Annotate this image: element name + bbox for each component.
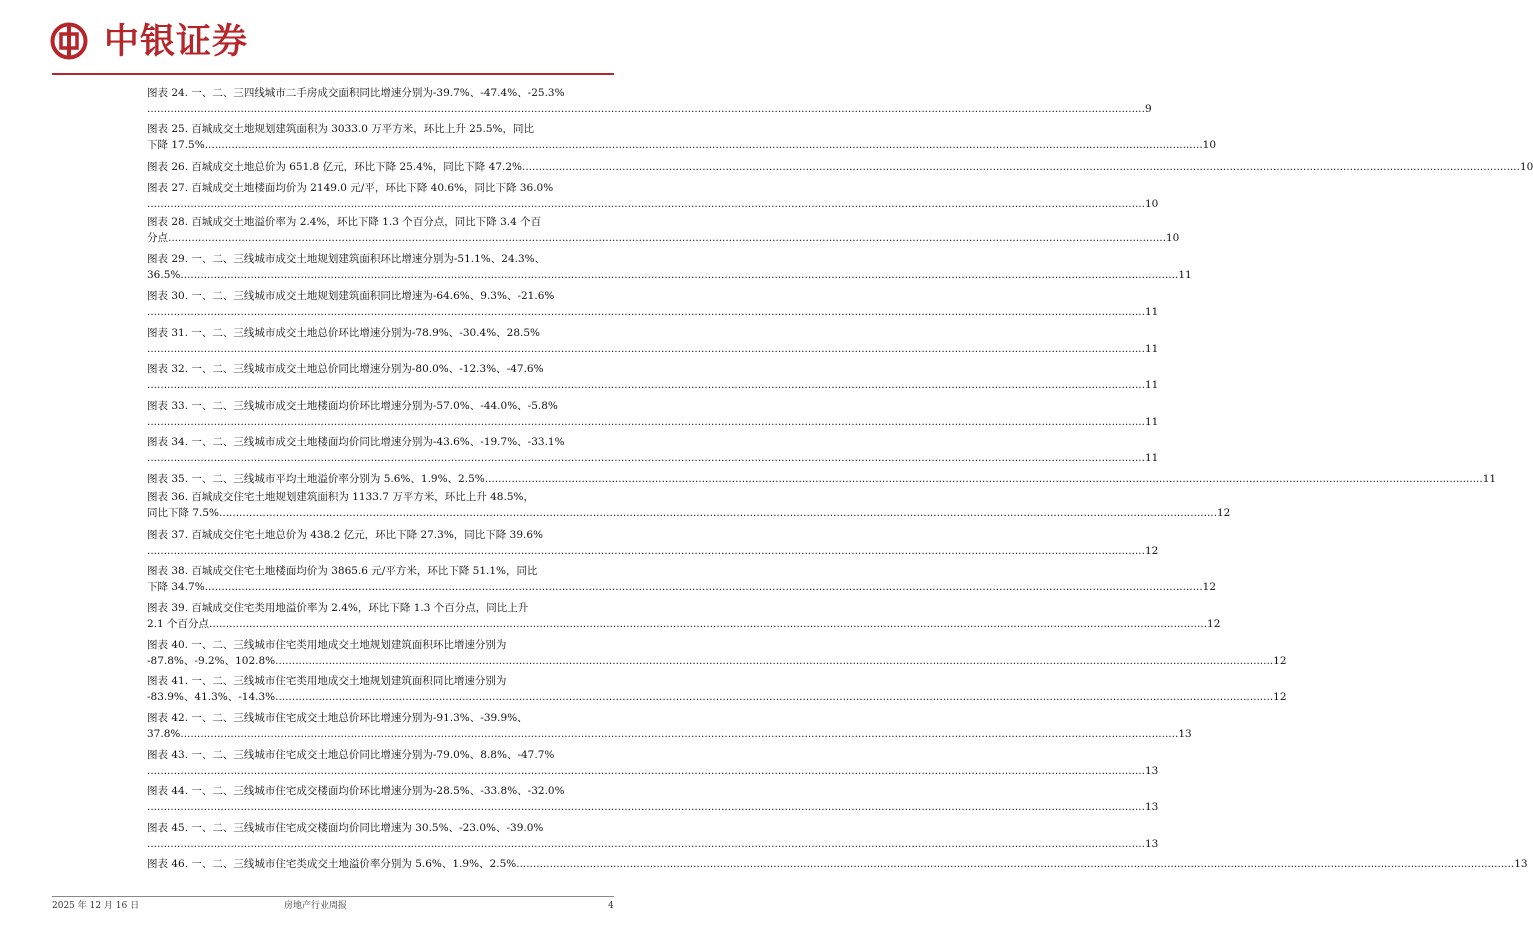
toc-entry-text: 图表 24. 一、二、三四线城市二手房成交面积同比增速分别为-39.7%、-47.4%、-25.3% [147,87,565,99]
toc-entry-text: 图表 37. 百城成交住宅土地总价为 438.2 亿元，环比下降 27.3%，同比下降 39.6% [147,529,543,541]
toc-entry[interactable] [147,362,1159,393]
toc-entry-text: 图表 29. 一、二、三线城市成交土地规划建筑面积环比增速分别为-51.1%、24.3%、 [147,253,546,265]
footer-report-title: 房地产行业周报 [284,901,348,911]
toc-entry-tail [147,342,1159,358]
dot-leader: ........................................................................................................................................................................................................................................................................................................... [147,305,1145,318]
toc-entry-text: 图表 25. 百城成交土地规划建筑面积为 3033.0 万平方米，环比上升 25.5%，同比 [147,123,534,135]
dot-leader: ........................................................................................................................................................................................................................................................................................................... [147,378,1145,391]
dot-leader: ........................................................................................................................................................................................................................................................................................................... [204,580,1203,593]
toc-entry-text: 图表 40. 一、二、三线城市住宅类用地成交土地规划建筑面积环比增速分别为 [147,639,507,651]
toc-entry-text: 图表 31. 一、二、三线城市成交土地总价环比增速分别为-78.9%、-30.4%、28.5% [147,327,541,339]
toc-entry-text-end: 同比下降 7.5% [147,506,220,519]
toc-entry-tail [147,231,1180,247]
toc-entry-text-end: 分点 [147,231,168,244]
toc-entry-tail [147,690,1287,706]
toc-entry-text-end: 图表 35. 一、二、三线城市平均土地溢价率分别为 5.6%、1.9%、2.5% [147,473,485,485]
footer-page-number: 4 [608,901,614,911]
toc-page-number: 12 [1207,617,1221,630]
bank-of-china-logo-icon [50,22,88,60]
toc-entry[interactable] [147,160,1533,176]
toc-entry-text-end: 图表 46. 一、二、三线城市住宅类成交土地溢价率分别为 5.6%、1.9%、2.5% [147,858,517,870]
toc-page-number: 11 [1144,378,1159,391]
dot-leader: ........................................................................................................................................................................................................................................................................................................... [522,161,1520,173]
toc-page-number: 12 [1144,544,1159,557]
dot-leader: ........................................................................................................................................................................................................................................................................................................... [209,617,1208,630]
toc-page-number: 11 [1144,415,1159,428]
toc-entry[interactable] [147,289,1159,320]
toc-entry[interactable] [147,857,1528,873]
toc-entry[interactable] [147,435,1159,466]
toc-page-number: 12 [1202,580,1217,593]
toc-entry-tail [147,800,1159,816]
dot-leader: ........................................................................................................................................................................................................................................................................................................... [147,451,1145,464]
toc-entry[interactable] [147,399,1159,430]
toc-entry-text: 图表 38. 百城成交住宅土地楼面均价为 3865.6 元/平方米，环比下降 51.1%，同比 [147,565,538,577]
page-header [0,0,662,82]
toc-entry-text: 图表 36. 百城成交住宅土地规划建筑面积为 1133.7 万平方米，环比上升 48.5%， [147,491,534,503]
toc-entry-text: 图表 32. 一、二、三线城市成交土地总价同比增速分别为-80.0%、-12.3%、-47.6% [147,363,544,375]
toc-entry[interactable] [147,564,1217,595]
dot-leader: ........................................................................................................................................................................................................................................................................................................... [147,764,1145,777]
toc-entry-text: 图表 41. 一、二、三线城市住宅类用地成交土地规划建筑面积同比增速分别为 [147,675,507,687]
toc-entry-text: 图表 45. 一、二、三线城市住宅成交楼面均价同比增速为 30.5%、-23.0%、-39.0% [147,822,544,834]
dot-leader: ........................................................................................................................................................................................................................................................................................................... [147,415,1145,428]
toc-entry-tail [147,138,1217,154]
toc-entry-tail [147,160,1533,176]
dot-leader: ........................................................................................................................................................................................................................................................................................................... [147,800,1145,813]
toc-entry[interactable] [147,252,1192,283]
toc-entry-tail [147,837,1159,853]
toc-entry-tail [147,378,1159,394]
toc-entry[interactable] [147,472,1497,488]
toc-entry-tail [147,654,1287,670]
toc-entry-tail [147,506,1231,522]
dot-leader: ........................................................................................................................................................................................................................................................................................................... [484,473,1483,485]
toc-page-number: 13 [1144,837,1159,850]
toc-page-number: 13 [1144,764,1159,777]
toc-entry-text: 图表 44. 一、二、三线城市住宅成交楼面均价环比增速分别为-28.5%、-33.8%、-32.0% [147,785,565,797]
toc-page-number: 10 [1165,231,1180,244]
toc-entry-text: 图表 34. 一、二、三线城市成交土地楼面均价同比增速分别为-43.6%、-19.7%、-33.1% [147,436,565,448]
toc-page-number: 12 [1273,654,1287,667]
toc-entry-tail [147,197,1159,213]
dot-leader: ........................................................................................................................................................................................................................................................................................................... [275,654,1274,667]
toc-entry[interactable] [147,748,1159,779]
dot-leader: ........................................................................................................................................................................................................................................................................................................... [147,342,1145,355]
dot-leader: ........................................................................................................................................................................................................................................................................................................... [168,231,1166,244]
dot-leader: ........................................................................................................................................................................................................................................................................................................... [219,506,1217,519]
toc-entry-text-end: 下降 17.5% [147,138,205,151]
toc-entry-text: 图表 39. 百城成交住宅类用地溢价率为 2.4%，环比下降 1.3 个百分点，同比上升 [147,602,529,614]
toc-entry-text-end: 36.5% [147,268,181,281]
toc-entry[interactable] [147,638,1287,669]
toc-entry-tail [147,580,1217,596]
toc-entry-tail [147,727,1192,743]
toc-entry-tail [147,764,1159,780]
toc-entry-text: 图表 33. 一、二、三线城市成交土地楼面均价环比增速分别为-57.0%、-44.0%、-5.8% [147,400,558,412]
toc-entry-tail [147,617,1221,633]
header-divider [52,73,614,75]
toc-entry[interactable] [147,674,1287,705]
dot-leader: ........................................................................................................................................................................................................................................................................................................... [147,544,1145,557]
toc-entry-text: 图表 27. 百城成交土地楼面均价为 2149.0 元/平，环比下降 40.6%，同比下降 36.0% [147,182,554,194]
toc-entry-tail [147,451,1159,467]
toc-entry-text: 图表 43. 一、二、三线城市住宅成交土地总价同比增速分别为-79.0%、8.8%、-47.7% [147,749,555,761]
toc-page-number: 10 [1519,161,1533,173]
toc-entry-text-end: 图表 26. 百城成交土地总价为 651.8 亿元，环比下降 25.4%，同比下降 47.2% [147,161,522,173]
toc-page-number: 10 [1144,197,1159,210]
toc-entry[interactable] [147,784,1159,815]
toc-page-number: 12 [1273,690,1287,703]
dot-leader: ........................................................................................................................................................................................................................................................................................................... [204,138,1203,151]
footer-date: 2025 年 12 月 16 日 [52,901,140,911]
toc-entry[interactable] [147,215,1180,246]
toc-entry[interactable] [147,86,1152,117]
toc-page-number: 13 [1178,727,1192,740]
dot-leader: ........................................................................................................................................................................................................................................................................................................... [147,197,1145,210]
dot-leader: ........................................................................................................................................................................................................................................................................................................... [180,727,1179,740]
toc-entry[interactable] [147,601,1221,632]
toc-entry[interactable] [147,490,1231,521]
toc-entry-tail [147,102,1152,118]
dot-leader: ........................................................................................................................................................................................................................................................................................................... [147,837,1145,850]
toc-page-number: 11 [1144,451,1159,464]
toc-entry[interactable] [147,122,1217,153]
toc-entry[interactable] [147,528,1159,559]
dot-leader: ........................................................................................................................................................................................................................................................................................................... [147,102,1145,115]
toc-page-number: 13 [1144,800,1159,813]
toc-page-number: 13 [1514,858,1528,870]
dot-leader: ........................................................................................................................................................................................................................................................................................................... [180,268,1179,281]
toc-page-number: 11 [1178,268,1192,281]
toc-entry-text-end: 37.8% [147,727,181,740]
toc-page-number: 11 [1144,342,1159,355]
toc-entry-text-end: -87.8%、-9.2%、102.8% [147,654,276,667]
toc-entry-tail [147,305,1159,321]
toc-page-number: 11 [1482,473,1497,485]
toc-entry[interactable] [147,821,1159,852]
toc-page-number: 12 [1216,506,1231,519]
toc-entry-text: 图表 30. 一、二、三线城市成交土地规划建筑面积同比增速为-64.6%、9.3%、-21.6% [147,290,555,302]
toc-entry-text: 图表 28. 百城成交土地溢价率为 2.4%，环比下降 1.3 个百分点，同比下降 3.4 个百 [147,216,542,228]
footer-divider [52,896,614,897]
toc-entry-text: 图表 42. 一、二、三线城市住宅成交土地总价环比增速分别为-91.3%、-39.9%、 [147,712,528,724]
dot-leader: ........................................................................................................................................................................................................................................................................................................... [516,858,1515,870]
toc-entry-tail [147,415,1159,431]
toc-entry[interactable] [147,326,1159,357]
toc-entry[interactable] [147,181,1159,212]
toc-page-number: 10 [1202,138,1217,151]
toc-entry-tail [147,857,1528,873]
toc-entry-tail [147,544,1159,560]
toc-entry-text-end: 2.1 个百分点 [147,617,210,630]
toc-entry[interactable] [147,711,1192,742]
toc-entry-tail [147,268,1192,284]
toc-entry-tail [147,472,1497,488]
toc-page-number: 9 [1144,102,1152,115]
toc-entry-text-end: 下降 34.7% [147,580,205,593]
toc-page-number: 11 [1144,305,1159,318]
brand-name: 中银证券 [104,22,249,62]
toc-entry-text-end: -83.9%、41.3%、-14.3% [147,690,276,703]
dot-leader: ........................................................................................................................................................................................................................................................................................................... [275,690,1274,703]
